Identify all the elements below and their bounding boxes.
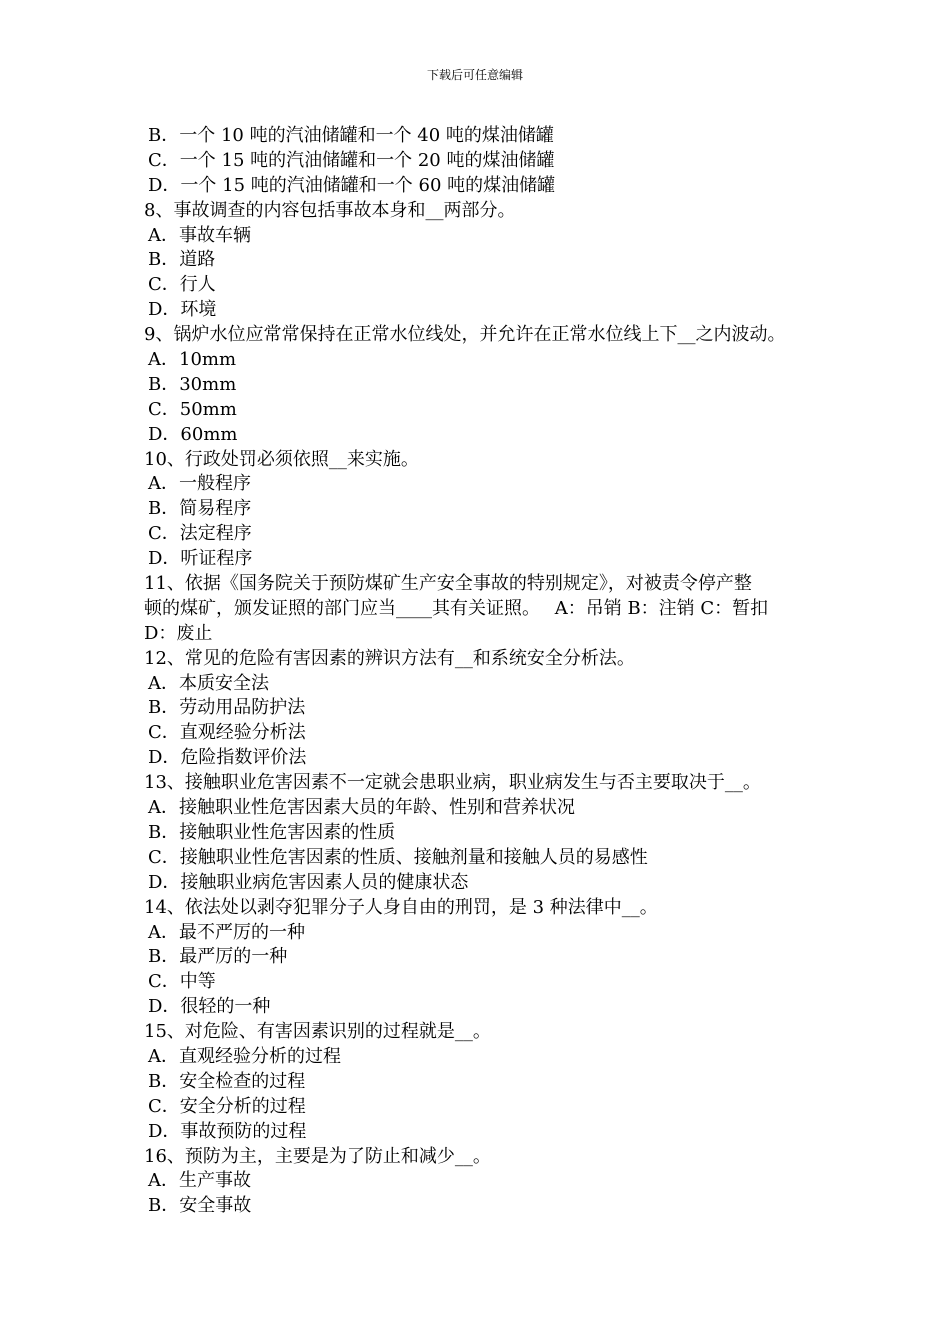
question-line: 8、事故调查的内容包括事故本身和__两部分。 [144,199,516,221]
question-line: 16、预防为主，主要是为了防止和减少__。 [144,1145,491,1167]
option-line: A．最不严厉的一种 [148,921,305,943]
option-line: C．接触职业性危害因素的性质、接触剂量和接触人员的易感性 [148,846,648,868]
option-line: C．中等 [148,971,216,993]
option-line: B．接触职业性危害因素的性质 [148,821,396,843]
option-line: B．安全检查的过程 [148,1070,306,1092]
option-line: D．听证程序 [148,548,253,570]
option-line: D．环境 [148,299,217,321]
option-line: D．60mm [148,423,238,445]
option-line: B．30mm [148,373,237,395]
option-line: C．一个 15 吨的汽油储罐和一个 20 吨的煤油储罐 [148,149,555,171]
option-line: A．10mm [148,349,237,371]
option-line: C．行人 [148,274,216,296]
option-line: C．直观经验分析法 [148,722,306,744]
page-header: 下载后可任意编辑 [426,68,523,82]
option-line: B．劳动用品防护法 [148,697,306,719]
option-line: B．安全事故 [148,1195,252,1217]
question-line: 12、常见的危险有害因素的辨识方法有__和系统安全分析法。 [144,647,635,669]
option-line: A．本质安全法 [148,672,269,694]
question-line: 13、接触职业危害因素不一定就会患职业病，职业病发生与否主要取决于__。 [144,772,761,794]
option-line: B．道路 [148,249,216,271]
option-line: A．接触职业性危害因素大员的年龄、性别和营养状况 [148,797,575,819]
question-line: 14、依法处以剥夺犯罪分子人身自由的刑罚，是 3 种法律中__。 [144,896,658,918]
option-line: A．一般程序 [148,473,251,495]
option-line: D．危险指数评价法 [148,747,307,769]
question-line: 10、行政处罚必须依照__来实施。 [144,448,419,470]
option-line: B．最严厉的一种 [148,946,288,968]
option-line: C．50mm [148,398,237,420]
question-line: 15、对危险、有害因素识别的过程就是__。 [144,1021,491,1043]
option-line: B．简易程序 [148,498,252,520]
question-line: D：废止 [144,622,213,644]
question-line: 顿的煤矿，颁发证照的部门应当____其有关证照。 A：吊销 B：注销 C：暂扣 [144,597,769,619]
option-line: A．生产事故 [148,1170,251,1192]
option-line: D．很轻的一种 [148,996,271,1018]
question-line: 9、锅炉水位应常常保持在正常水位线处，并允许在正常水位线上下__之内波动。 [144,324,786,346]
option-line: C．法定程序 [148,523,252,545]
option-line: A．直观经验分析的过程 [148,1045,341,1067]
option-line: D．事故预防的过程 [148,1120,307,1142]
option-line: D．一个 15 吨的汽油储罐和一个 60 吨的煤油储罐 [148,174,556,196]
question-line: 11、依据《国务院关于预防煤矿生产安全事故的特别规定》，对被责令停产整 [144,573,752,595]
option-line: D．接触职业病危害因素人员的健康状态 [148,871,469,893]
option-line: A．事故车辆 [148,224,251,246]
document-body [144,124,824,1219]
option-line: B．一个 10 吨的汽油储罐和一个 40 吨的煤油储罐 [148,125,554,146]
option-line: C．安全分析的过程 [148,1095,306,1117]
